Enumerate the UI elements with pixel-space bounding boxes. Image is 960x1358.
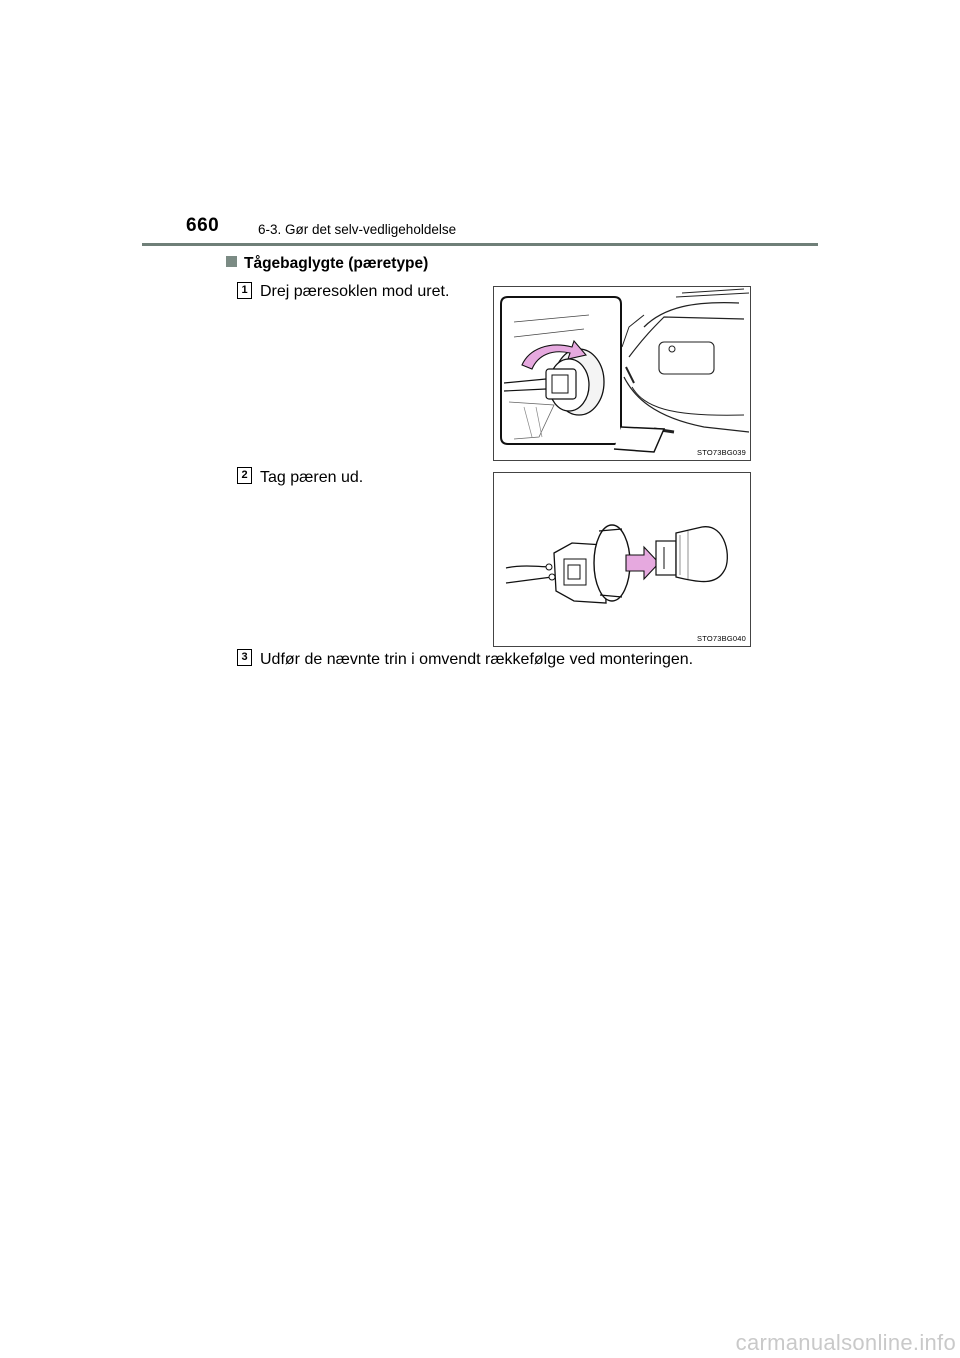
watermark: carmanualsonline.info <box>735 1330 956 1355</box>
figure-code: STO73BG039 <box>697 448 746 457</box>
chapter-title: 6-3. Gør det selv-vedligeholdelse <box>258 222 457 237</box>
rotate-socket-illustration <box>494 287 750 460</box>
header-divider <box>142 243 818 246</box>
step-text-1: Drej pæresoklen mod uret. <box>260 283 450 300</box>
step-number-3: 3 <box>237 649 252 666</box>
page-number: 660 <box>186 215 220 236</box>
step-number-1: 1 <box>237 282 252 299</box>
step-text-2: Tag pæren ud. <box>260 469 364 486</box>
section-heading <box>226 255 428 273</box>
step-number-2: 2 <box>237 467 252 484</box>
figure-rotate-socket <box>493 286 751 461</box>
figure-code: STO73BG040 <box>697 634 746 643</box>
section-heading-text: Tågebaglygte (pæretype) <box>244 255 429 272</box>
step-text-3: Udfør de nævnte trin i omvendt rækkefølge ved monteringen. <box>260 651 694 668</box>
figure-remove-bulb <box>493 472 751 647</box>
bullet-square-icon <box>226 256 237 267</box>
remove-bulb-illustration <box>494 473 750 646</box>
